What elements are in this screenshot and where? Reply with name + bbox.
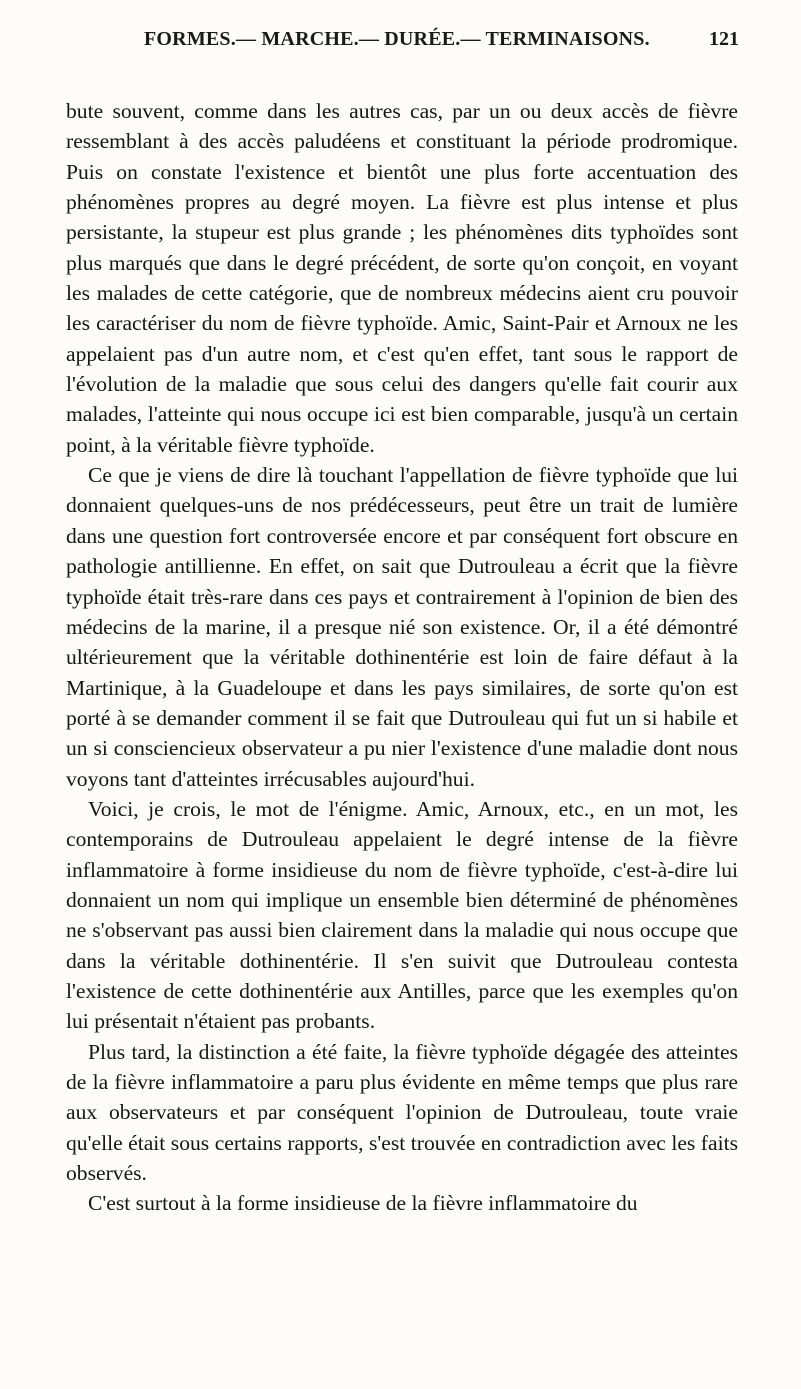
paragraph: C'est surtout à la forme insidieuse de la fièvre inflammatoire du — [88, 1191, 638, 1216]
paragraph-continuation: bute souvent, comme dans les autres cas, par un ou deux accès de fièvre ressemblant à des accès paludéens et constituant la période prodromique. Puis on constate l'existence et bientôt une plus forte accentuation des phénomènes propres au degré moyen. La fièvre est plus intense et plus persistante, la stupeur est plus grande ; les phénomènes dits typhoïdes sont plus marqués que dans le degré précédent, de sorte qu'on conçoit, en voyant les malades de cette catégorie, que de nombreux médecins aient cru pouvoir les caractériser du nom de fièvre typhoïde. Amic, Saint-Pair et Arnoux ne les appelaient pas d'un autre nom, et c'est qu'en effet, tant sous le rapport de l'évolution de la maladie que sous celui des dangers qu'elle fait courir aux malades, l'atteinte qui nous occupe ici est bien comparable, jusqu'à un certain point, à la véritable fièvre typhoïde. — [66, 99, 738, 457]
running-head: FORMES.— MARCHE.— DURÉE.— TERMINAISONS. — [144, 28, 650, 50]
page-number: 121 — [709, 28, 739, 50]
page-header — [66, 28, 739, 56]
paragraph: Ce que je viens de dire là touchant l'appellation de fièvre typhoïde que lui donnaient quelques-uns de nos prédécesseurs, peut être un trait de lumière dans une question fort controversée encore et par conséquent fort obscure en pathologie antillienne. En effet, on sait que Dutrouleau a écrit que la fièvre typhoïde était très-rare dans ces pays et contrairement à l'opinion de bien des médecins de la marine, il a presque nié son existence. Or, il a été démontré ultérieurement que la véritable dothinentérie est loin de faire défaut à la Martinique, à la Guadeloupe et dans les pays similaires, de sorte qu'on est porté à se demander comment il se fait que Dutrouleau qui fut un si habile et un si consciencieux observateur a pu nier l'existence d'une maladie dont nous voyons tant d'atteintes irrécusables aujourd'hui. — [66, 463, 738, 791]
body-text — [66, 96, 738, 1219]
paragraph: Plus tard, la distinction a été faite, la fièvre typhoïde dégagée des atteintes de la fièvre inflammatoire a paru plus évidente en même temps que plus rare aux observateurs et par conséquent l'opinion de Dutrouleau, toute vraie qu'elle était sous certains rapports, s'est trouvée en contradiction avec les faits observés. — [66, 1039, 738, 1186]
paragraph: Voici, je crois, le mot de l'énigme. Amic, Arnoux, etc., en un mot, les contemporains de Dutrouleau appelaient le degré intense de la fièvre inflammatoire à forme insidieuse du nom de fièvre typhoïde, c'est-à-dire lui donnaient un nom qui implique un ensemble bien déterminé de phénomènes ne s'observant pas aussi bien clairement dans la maladie qui nous occupe que dans la véritable dothinentérie. Il s'en suivit que Dutrouleau contesta l'existence de cette dothinentérie aux Antilles, parce que les exemples qu'on lui présentait n'étaient pas probants. — [66, 796, 738, 1034]
